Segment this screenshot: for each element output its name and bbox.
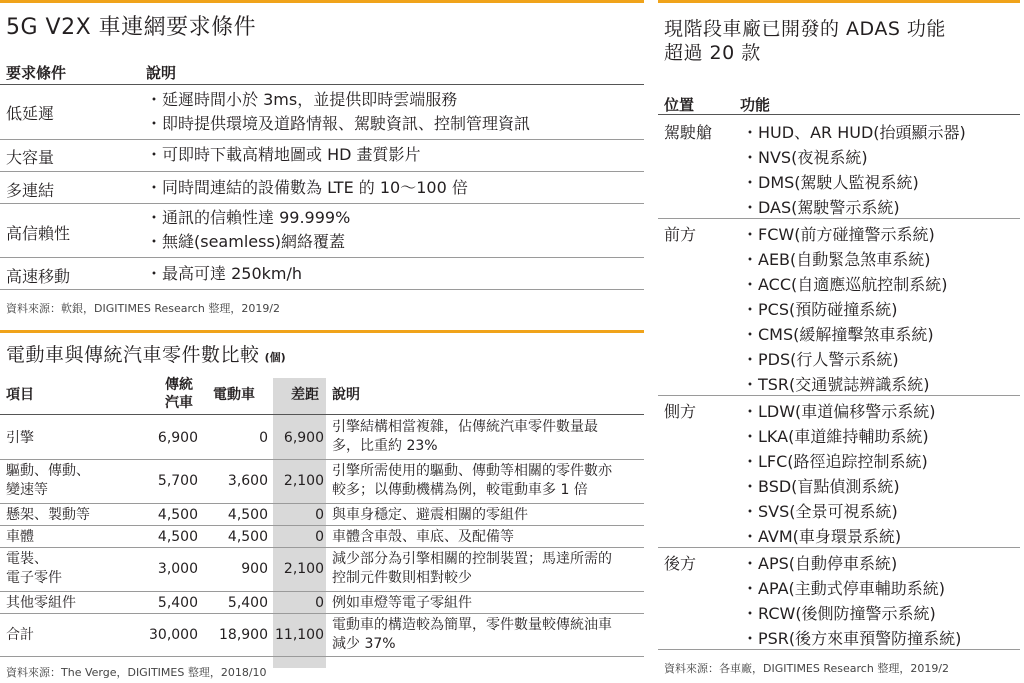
panel1-row-item: ・即時提供環境及道路情報、駕駛資訊、控制管理資訊 <box>146 114 531 133</box>
list-item: ・HUD、AR HUD(抬頭顯示器) <box>742 123 966 142</box>
row-divider <box>0 289 644 290</box>
table-row-item: 電子零件 <box>6 570 62 586</box>
list-item: ・AEB(自動緊急煞車系統) <box>742 250 931 269</box>
list-item: ・CMS(緩解撞擊煞車系統) <box>742 325 934 344</box>
panel3-header-position: 位置 <box>664 96 695 114</box>
list-item: ・AVM(車身環景系統) <box>742 527 902 546</box>
row-divider <box>0 547 644 548</box>
table-row-note: 車體含車殼、車底、及配備等 <box>332 529 514 545</box>
panel1-row-condition: 高信賴性 <box>6 224 71 243</box>
table-row-note: 減少部分為引擎相關的控制裝置；馬達所需的 <box>332 551 612 567</box>
panel3-header-rule <box>658 114 1020 115</box>
panel3-top-bar <box>658 0 1020 3</box>
table-row-conventional: 4,500 <box>157 529 198 545</box>
panel1-row-item: ・同時間連結的設備數為 LTE 的 10～100 倍 <box>146 178 468 197</box>
list-item: ・BSD(盲點偵測系統) <box>742 477 900 496</box>
table-row-diff: 0 <box>315 595 324 611</box>
group-position: 駕駛艙 <box>664 123 713 142</box>
panel2-header-note: 說明 <box>332 387 360 403</box>
table-row-conventional: 30,000 <box>149 627 198 643</box>
panel2-source: 資料來源：The Verge，DIGITIMES 整理，2018/10 <box>6 666 267 679</box>
panel1-header-condition: 要求條件 <box>6 64 67 82</box>
table-row-note: 例如車燈等電子零組件 <box>332 595 472 611</box>
panel3-source: 資料來源：各車廠，DIGITIMES Research 整理，2019/2 <box>664 662 950 675</box>
panel1-row-condition: 低延遲 <box>6 104 55 123</box>
table-row-item: 合計 <box>6 627 34 643</box>
table-row-ev: 3,600 <box>227 473 268 489</box>
table-row-note: 控制元件數則相對較少 <box>332 570 472 586</box>
panel2-header-conventional-line1: 傳統 <box>165 377 193 393</box>
table-row-diff: 11,100 <box>275 627 324 643</box>
table-row-ev: 4,500 <box>227 529 268 545</box>
panel1-row-condition: 高速移動 <box>6 267 71 286</box>
row-divider <box>0 139 644 140</box>
panel1-row-condition: 多連結 <box>6 181 55 200</box>
row-divider <box>0 591 644 592</box>
group-position: 前方 <box>664 225 697 244</box>
panel2-unit: (個) <box>264 351 286 364</box>
panel2-top-bar <box>0 330 644 333</box>
table-row-conventional: 5,400 <box>157 595 198 611</box>
panel3-title-line1: 現階段車廠已開發的 ADAS 功能 <box>664 18 946 40</box>
list-item: ・FCW(前方碰撞警示系統) <box>742 225 935 244</box>
table-row-note: 引擎結構相當複雜，佔傳統汽車零件數量最 <box>332 419 598 435</box>
row-divider <box>0 503 644 504</box>
list-item: ・DMS(駕駛人監視系統) <box>742 173 919 192</box>
list-item: ・SVS(全景可視系統) <box>742 502 898 521</box>
panel1-row-item: ・可即時下載高精地圖或 HD 畫質影片 <box>146 145 421 164</box>
row-divider <box>0 656 644 657</box>
panel1-row-item: ・通訊的信賴性達 99.999% <box>146 208 351 227</box>
panel1-row-item: ・無縫(seamless)網絡覆蓋 <box>146 232 346 251</box>
panel1-header-rule <box>0 84 644 85</box>
table-row-ev: 5,400 <box>227 595 268 611</box>
list-item: ・LFC(路徑追踪控制系統) <box>742 452 928 471</box>
list-item: ・APA(主動式停車輔助系統) <box>742 579 946 598</box>
row-divider <box>0 203 644 204</box>
panel1-source: 資料來源：軟銀，DIGITIMES Research 整理，2019/2 <box>6 302 281 315</box>
list-item: ・PSR(後方來車預警防撞系統) <box>742 629 962 648</box>
list-item: ・TSR(交通號誌辨識系統) <box>742 375 930 394</box>
list-item: ・APS(自動停車系統) <box>742 554 898 573</box>
panel2-header-conventional <box>160 376 198 412</box>
table-row-note: 引擎所需使用的驅動、傳動等相關的零件數亦 <box>332 463 612 479</box>
list-item: ・LDW(車道偏移警示系統) <box>742 402 936 421</box>
list-item: ・DAS(駕駛警示系統) <box>742 198 900 217</box>
table-row-item: 其他零組件 <box>6 595 76 611</box>
group-divider <box>658 395 1020 396</box>
panel2-header-rule <box>0 414 644 415</box>
table-row-note: 較多；以傳動機構為例，較電動車多 1 倍 <box>332 482 588 498</box>
table-row-item: 驅動、傳動、 <box>6 463 90 479</box>
table-row-diff: 6,900 <box>283 430 324 446</box>
table-row-conventional: 6,900 <box>157 430 198 446</box>
table-row-conventional: 3,000 <box>157 561 198 577</box>
group-divider <box>658 547 1020 548</box>
list-item: ・ACC(自適應巡航控制系統) <box>742 275 948 294</box>
list-item: ・PCS(預防碰撞系統) <box>742 300 898 319</box>
row-divider <box>0 171 644 172</box>
group-divider <box>658 649 1020 650</box>
panel2-title-wrap <box>6 340 286 367</box>
panel1-title: 5G V2X 車連網要求條件 <box>6 15 257 40</box>
table-row-note: 多，比重約 23% <box>332 438 438 454</box>
panel2-header-ev: 電動車 <box>213 387 255 403</box>
panel1-top-bar <box>0 0 644 3</box>
table-row-item: 電裝、 <box>6 551 48 567</box>
group-divider <box>658 218 1020 219</box>
table-row-note: 與車身穩定、避震相關的零組件 <box>332 507 528 523</box>
panel1-row-condition: 大容量 <box>6 148 55 167</box>
table-row-ev: 4,500 <box>227 507 268 523</box>
table-row-note: 減少 37% <box>332 636 396 652</box>
table-row-ev: 18,900 <box>219 627 268 643</box>
row-divider <box>0 257 644 258</box>
row-divider <box>0 613 644 614</box>
table-row-conventional: 5,700 <box>157 473 198 489</box>
panel3-title-line2: 超過 20 款 <box>664 42 761 64</box>
table-row-ev: 900 <box>241 561 268 577</box>
list-item: ・RCW(後側防撞警示系統) <box>742 604 936 623</box>
table-row-conventional: 4,500 <box>157 507 198 523</box>
table-row-item: 懸架、製動等 <box>6 507 90 523</box>
table-row-item: 引擎 <box>6 430 34 446</box>
group-position: 後方 <box>664 554 697 573</box>
list-item: ・LKA(車道維持輔助系統) <box>742 427 929 446</box>
panel1-header-description: 說明 <box>146 64 177 82</box>
table-row-diff: 2,100 <box>283 561 324 577</box>
panel1-row-item: ・延遲時間小於 3ms，並提供即時雲端服務 <box>146 90 458 109</box>
panel2-header-conventional-line2: 汽車 <box>165 395 193 411</box>
table-row-diff: 2,100 <box>283 473 324 489</box>
table-row-item: 變速等 <box>6 482 48 498</box>
table-row-item: 車體 <box>6 529 34 545</box>
panel1-row-item: ・最高可達 250km/h <box>146 264 303 283</box>
table-row-diff: 0 <box>315 507 324 523</box>
table-row-ev: 0 <box>259 430 268 446</box>
list-item: ・PDS(行人警示系統) <box>742 350 899 369</box>
group-position: 側方 <box>664 402 697 421</box>
list-item: ・NVS(夜視系統) <box>742 148 868 167</box>
panel2-title: 電動車與傳統汽車零件數比較 <box>6 344 260 366</box>
row-divider <box>0 459 644 460</box>
panel2-header-diff: 差距 <box>291 387 319 403</box>
panel3-header-function: 功能 <box>740 96 771 114</box>
panel2-header-item: 項目 <box>6 387 34 403</box>
table-row-note: 電動車的構造較為簡單，零件數量較傳統油車 <box>332 617 612 633</box>
table-row-diff: 0 <box>315 529 324 545</box>
row-divider <box>0 525 644 526</box>
